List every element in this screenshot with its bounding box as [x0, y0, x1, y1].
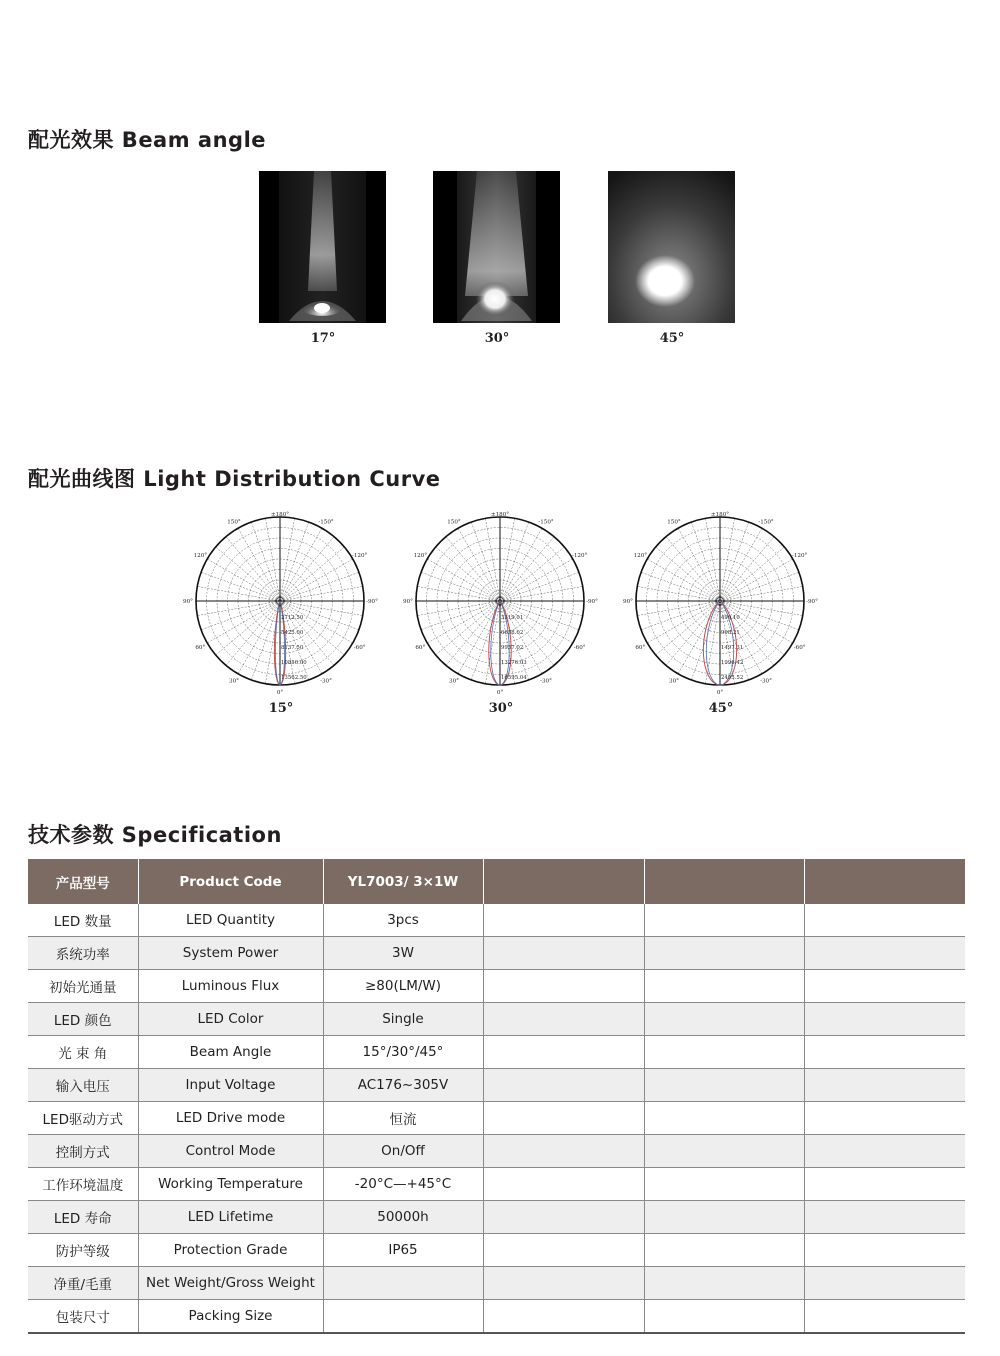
table-cell: Working Temperature: [138, 1168, 323, 1201]
polar-spoke: [238, 528, 280, 601]
table-cell: [483, 904, 644, 937]
polar-plot: [623, 506, 818, 696]
table-row: [28, 1069, 965, 1102]
polar-angle-label: 0°: [276, 690, 284, 696]
specification-title: 技术参数 Specification: [28, 823, 282, 847]
table-cell: [644, 1036, 804, 1069]
table-cell: Input Voltage: [138, 1069, 323, 1102]
table-cell: 3pcs: [323, 904, 483, 937]
table-cell: System Power: [138, 937, 323, 970]
table-row: [28, 1102, 965, 1135]
intensity-value-label: 13562.50: [281, 675, 307, 681]
polar-angle-label: 120°: [193, 553, 208, 559]
table-cell: [483, 1267, 644, 1300]
table-cell: 包装尺寸: [28, 1300, 138, 1334]
table-row: [28, 904, 965, 937]
table-cell: LED 寿命: [28, 1201, 138, 1234]
table-cell: [804, 1102, 965, 1135]
table-cell: LED 数量: [28, 904, 138, 937]
polar-plot: [403, 506, 598, 696]
polar-angle-label: ±180°: [270, 512, 290, 518]
polar-angle-label: 150°: [227, 519, 241, 526]
polar-angle-label: -60°: [793, 645, 806, 651]
table-cell: [804, 904, 965, 937]
table-row: [28, 1234, 965, 1267]
header-cell: Product Code: [138, 859, 323, 904]
polar-angle-label: ±180°: [490, 512, 510, 518]
header-cell: [483, 859, 644, 904]
beam-photo-label: 45°: [659, 331, 685, 346]
table-cell: 工作环境温度: [28, 1168, 138, 1201]
table-cell: [644, 937, 804, 970]
table-cell: Packing Size: [138, 1300, 323, 1334]
polar-angle-label: -90°: [806, 599, 818, 605]
table-cell: [644, 1300, 804, 1334]
table-cell: [644, 1069, 804, 1102]
table-cell: [483, 1168, 644, 1201]
polar-angle-label: -150°: [758, 519, 774, 526]
polar-spoke: [720, 601, 793, 643]
beam-photo-image: [433, 171, 560, 323]
table-cell: [483, 1069, 644, 1102]
polar-angle-label: 30°: [669, 678, 679, 685]
intensity-value-label: 8137.50: [281, 645, 304, 651]
polar-plot: [183, 506, 378, 696]
polar-angle-label: 0°: [496, 690, 504, 696]
table-row: [28, 1201, 965, 1234]
table-cell: [644, 1102, 804, 1135]
table-cell: [644, 1168, 804, 1201]
beam-photo-30: [433, 171, 560, 346]
polar-angle-label: -150°: [318, 519, 334, 526]
polar-angle-label: 30°: [229, 678, 239, 685]
polar-angle-label: -60°: [353, 645, 366, 651]
intensity-value-label: 499.10: [721, 615, 740, 621]
table-cell: [483, 1234, 644, 1267]
table-cell: LED Lifetime: [138, 1201, 323, 1234]
table-cell: [483, 937, 644, 970]
table-cell: On/Off: [323, 1135, 483, 1168]
table-cell: 3W: [323, 937, 483, 970]
polar-spoke: [500, 601, 573, 643]
polar-spoke: [458, 601, 500, 674]
table-row: [28, 970, 965, 1003]
beam-photo-label: 30°: [484, 331, 510, 346]
intensity-value-label: 9957.02: [501, 645, 524, 651]
polar-angle-label: -30°: [540, 678, 552, 685]
table-cell: [804, 1267, 965, 1300]
table-cell: [804, 970, 965, 1003]
polar-angle-label: -30°: [760, 678, 772, 685]
polar-chart-15: [183, 506, 378, 696]
table-cell: AC176~305V: [323, 1069, 483, 1102]
header-cell: 产品型号: [28, 859, 138, 904]
table-cell: [323, 1267, 483, 1300]
beam-photo-45: [608, 171, 735, 346]
table-cell: [804, 1003, 965, 1036]
table-cell: Luminous Flux: [138, 970, 323, 1003]
table-cell: LED驱动方式: [28, 1102, 138, 1135]
polar-angle-label: -120°: [791, 553, 808, 559]
polar-angle-label: 60°: [415, 645, 426, 651]
table-cell: Control Mode: [138, 1135, 323, 1168]
table-cell: [804, 1300, 965, 1334]
polar-spoke: [280, 528, 322, 601]
polar-chart-45: [623, 506, 818, 696]
table-cell: [644, 904, 804, 937]
beam-angle-title: 配光效果 Beam angle: [28, 128, 267, 152]
table-row: [28, 1300, 965, 1334]
table-cell: 50000h: [323, 1201, 483, 1234]
polar-spoke: [720, 528, 762, 601]
table-cell: [483, 1003, 644, 1036]
table-cell: [804, 1069, 965, 1102]
table-cell: LED Drive mode: [138, 1102, 323, 1135]
polar-spoke: [500, 528, 542, 601]
intensity-value-label: 10850.00: [281, 660, 307, 666]
polar-spoke: [238, 601, 280, 674]
table-cell: LED Quantity: [138, 904, 323, 937]
polar-angle-label: 120°: [633, 553, 648, 559]
table-cell: 净重/毛重: [28, 1267, 138, 1300]
intensity-value-label: 1497.31: [721, 645, 744, 651]
intensity-value-label: 3319.01: [501, 615, 524, 621]
table-cell: 初始光通量: [28, 970, 138, 1003]
light-distribution-title: 配光曲线图 Light Distribution Curve: [28, 467, 441, 491]
table-cell: 15°/30°/45°: [323, 1036, 483, 1069]
table-cell: IP65: [323, 1234, 483, 1267]
polar-angle-label: ±180°: [710, 512, 730, 518]
polar-angle-label: 90°: [403, 599, 413, 605]
table-cell: 控制方式: [28, 1135, 138, 1168]
polar-angle-label: -60°: [573, 645, 586, 651]
table-cell: 输入电压: [28, 1069, 138, 1102]
table-cell: [644, 1003, 804, 1036]
table-cell: [644, 1135, 804, 1168]
specification-table: [28, 859, 965, 1334]
table-cell: 防护等级: [28, 1234, 138, 1267]
table-cell: [804, 1234, 965, 1267]
table-header-row: [28, 859, 965, 904]
beam-photo-17: [259, 171, 386, 346]
curve-label-30: 30°: [488, 701, 514, 716]
intensity-value-label: 1996.42: [721, 660, 744, 666]
polar-angle-label: 60°: [195, 645, 206, 651]
table-cell: LED 颜色: [28, 1003, 138, 1036]
polar-angle-label: -90°: [366, 599, 378, 605]
table-cell: 系统功率: [28, 937, 138, 970]
table-row: [28, 1168, 965, 1201]
polar-angle-label: 90°: [623, 599, 633, 605]
header-cell: YL7003/ 3×1W: [323, 859, 483, 904]
polar-angle-label: -90°: [586, 599, 598, 605]
polar-angle-label: -150°: [538, 519, 554, 526]
polar-angle-label: 30°: [449, 678, 459, 685]
table-cell: [483, 970, 644, 1003]
polar-spoke: [280, 559, 353, 601]
polar-spoke: [280, 601, 353, 643]
polar-spoke: [458, 528, 500, 601]
table-cell: Protection Grade: [138, 1234, 323, 1267]
table-cell: [483, 1300, 644, 1334]
table-cell: [644, 970, 804, 1003]
table-cell: [644, 1267, 804, 1300]
beam-photo-image: [259, 171, 386, 323]
polar-spoke: [207, 559, 280, 601]
intensity-value-label: 5425.00: [281, 630, 304, 636]
table-cell: Single: [323, 1003, 483, 1036]
curve-label-15: 15°: [268, 701, 294, 716]
table-cell: [483, 1036, 644, 1069]
table-cell: [804, 1135, 965, 1168]
polar-spoke: [207, 601, 280, 643]
intensity-value-label: 16595.04: [501, 675, 527, 681]
table-row: [28, 937, 965, 970]
table-cell: [483, 1135, 644, 1168]
polar-angle-label: 150°: [447, 519, 461, 526]
intensity-value-label: 2712.50: [281, 615, 304, 621]
polar-angle-label: 60°: [635, 645, 646, 651]
polar-angle-label: 0°: [716, 690, 724, 696]
polar-angle-label: 150°: [667, 519, 681, 526]
polar-spoke: [500, 559, 573, 601]
table-cell: [483, 1201, 644, 1234]
beam-photo-label: 17°: [310, 331, 336, 346]
table-cell: 恒流: [323, 1102, 483, 1135]
table-cell: [644, 1201, 804, 1234]
polar-spoke: [720, 559, 793, 601]
intensity-value-label: 2495.52: [721, 675, 744, 681]
table-cell: -20°C—+45°C: [323, 1168, 483, 1201]
table-cell: [804, 937, 965, 970]
intensity-value-label: 998.21: [721, 630, 740, 636]
table-cell: 光 束 角: [28, 1036, 138, 1069]
table-cell: [804, 1036, 965, 1069]
table-cell: Net Weight/Gross Weight: [138, 1267, 323, 1300]
table-cell: ≥80(LM/W): [323, 970, 483, 1003]
header-cell: [804, 859, 965, 904]
polar-angle-label: -120°: [571, 553, 588, 559]
table-cell: Beam Angle: [138, 1036, 323, 1069]
intensity-value-label: 6638.02: [501, 630, 524, 636]
table-cell: [644, 1234, 804, 1267]
polar-spoke: [427, 601, 500, 643]
polar-spoke: [678, 528, 720, 601]
table-cell: [483, 1102, 644, 1135]
table-cell: LED Color: [138, 1003, 323, 1036]
table-row: [28, 1003, 965, 1036]
table-row: [28, 1036, 965, 1069]
polar-spoke: [647, 601, 720, 643]
polar-angle-label: 90°: [183, 599, 193, 605]
table-cell: [804, 1201, 965, 1234]
intensity-value-label: 13276.03: [501, 660, 527, 666]
curve-label-45: 45°: [708, 701, 734, 716]
polar-spoke: [427, 559, 500, 601]
header-cell: [644, 859, 804, 904]
polar-angle-label: 120°: [413, 553, 428, 559]
polar-spoke: [647, 559, 720, 601]
table-cell: [323, 1300, 483, 1334]
beam-photo-image: [608, 171, 735, 323]
table-cell: [804, 1168, 965, 1201]
polar-angle-label: -120°: [351, 553, 368, 559]
table-row: [28, 1267, 965, 1300]
table-row: [28, 1135, 965, 1168]
polar-chart-30: [403, 506, 598, 696]
polar-angle-label: -30°: [320, 678, 332, 685]
